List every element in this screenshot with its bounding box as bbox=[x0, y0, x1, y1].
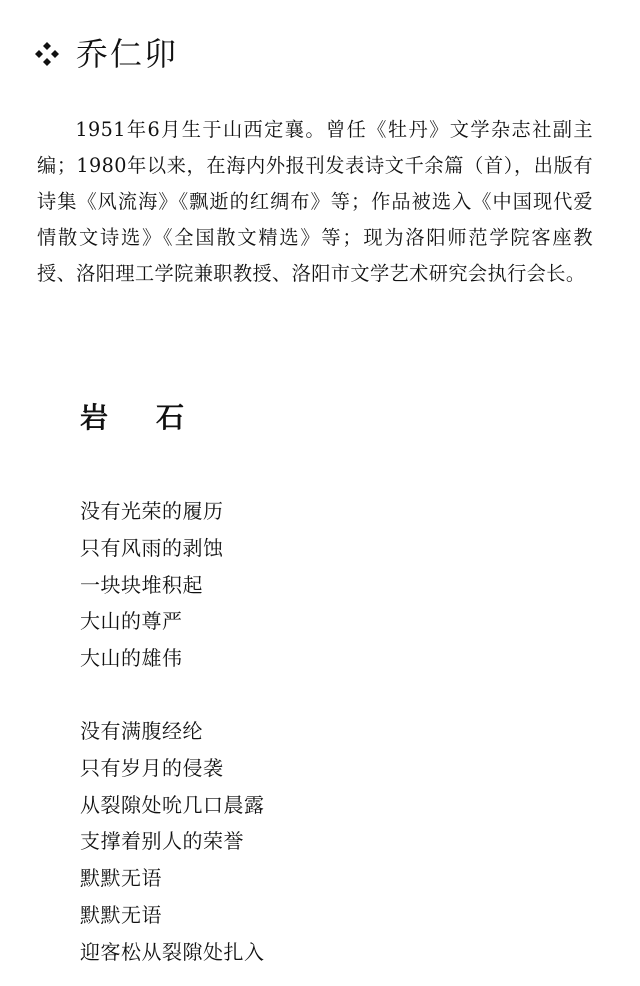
poem-line: 一块块堆积起 bbox=[80, 572, 203, 597]
poem-stanza-2 bbox=[80, 713, 265, 971]
author-name: 乔仁卯 bbox=[76, 35, 179, 73]
poem-line: 从裂隙处吮几口晨露 bbox=[80, 792, 265, 817]
poem-line: 大山的尊严 bbox=[80, 609, 183, 634]
poem-line: 没有满腹经纶 bbox=[80, 719, 203, 743]
poem-stanza-1 bbox=[80, 493, 224, 677]
poem-line: 只有风雨的剥蚀 bbox=[80, 535, 224, 560]
author-bio: 1951年6月生于山西定襄。曾任《牡丹》文学杂志社副主编；1980年以来，在海内外报刊发表诗文千余篇（首），出版有诗集《风流海》《飘逝的红绸布》等；作品被选入《中国现代爱情散文诗选》《全国散文精选》等；现为洛阳师范学院客座教授、洛阳理工学院兼职教授、洛阳市文学艺术研究会执行会长。 bbox=[37, 118, 593, 285]
poem-line: 默默无语 bbox=[80, 902, 162, 927]
poem-line: 支撑着别人的荣誉 bbox=[80, 829, 244, 854]
poem-line: 大山的雄伟 bbox=[80, 646, 183, 671]
poem-line: 只有岁月的侵袭 bbox=[80, 755, 224, 780]
poem-line: 没有光荣的履历 bbox=[80, 499, 224, 523]
poem-line: 迎客松从裂隙处扎入 bbox=[80, 939, 265, 964]
author-heading bbox=[34, 34, 178, 74]
poem-line: 默默无语 bbox=[80, 866, 162, 891]
poem-title: 岩 石 bbox=[80, 401, 195, 434]
diamond-dots-icon bbox=[34, 41, 60, 67]
